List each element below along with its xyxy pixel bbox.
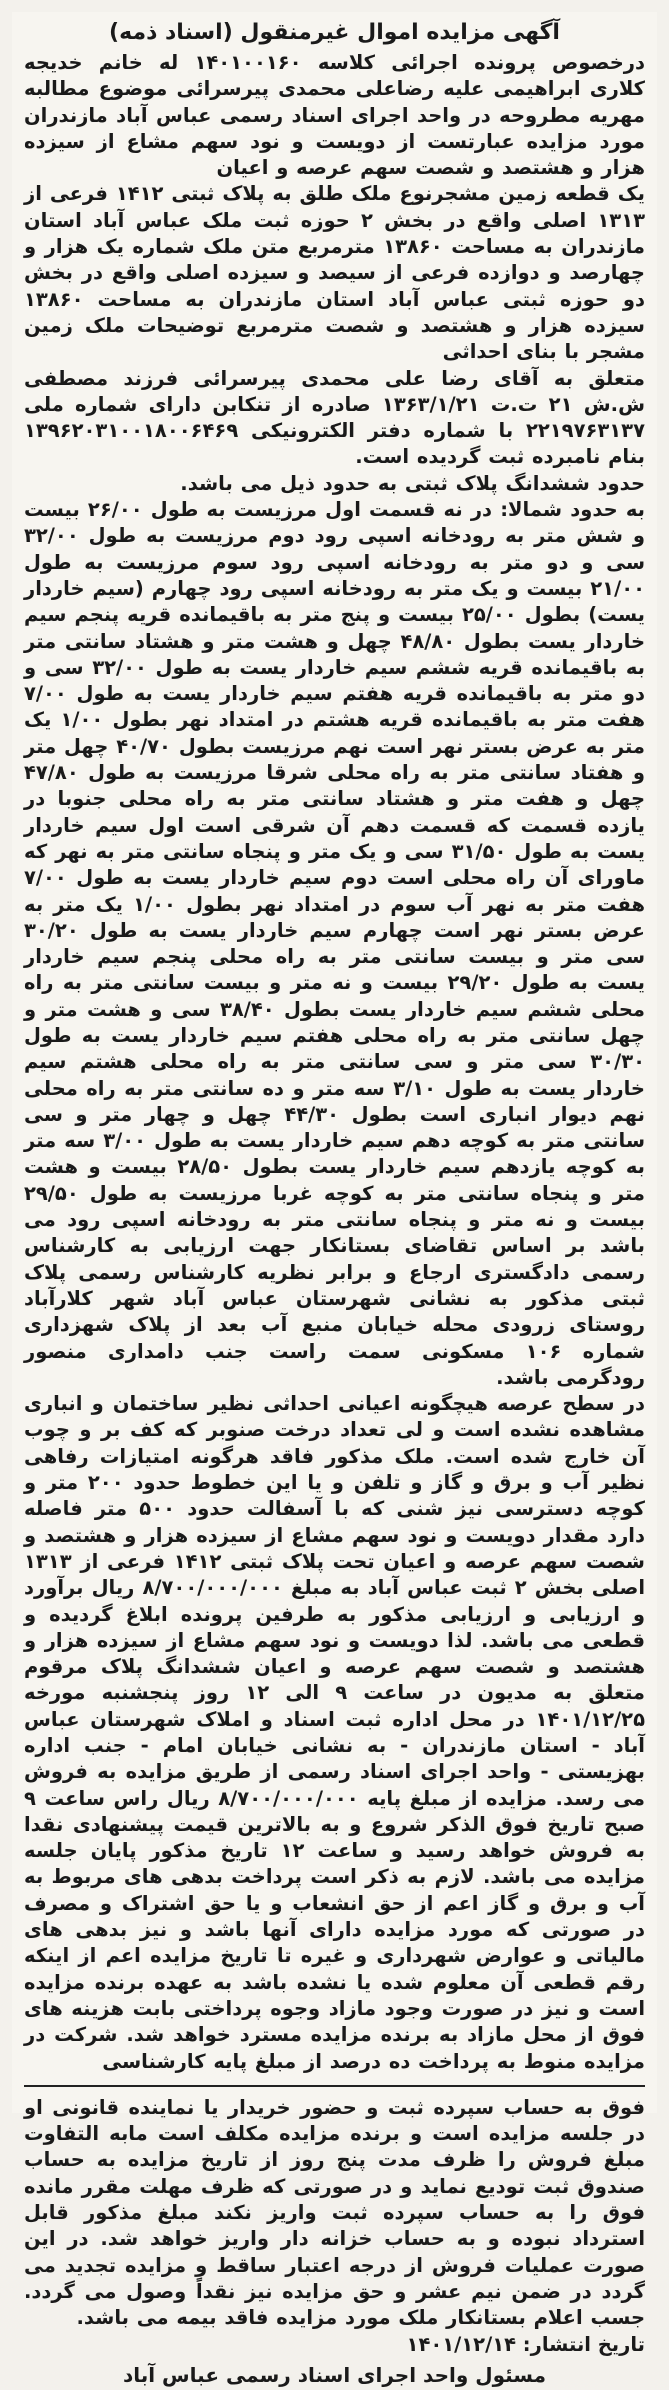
notice-intro: درخصوص پرونده اجرائی کلاسه ۱۴۰۱۰۰۱۶۰ له خانم خدیجه کلاری ابراهیمی علیه رضاعلی محمدی پیرسرائی موضوع مطالبه مهریه مطروحه در واحد اجرای اسناد رسمی عباس آباد مازندران مورد مزایده عبارتست از دویست و نود سهم مشاع از سیزده هزار و هشتصد و شصت سهم عرصه و اعیان (24, 51, 645, 180)
payment-terms: فوق به حساب سپرده ثبت و حضور خریدار یا نماینده قانونی او در جلسه مزایده است و برنده مزایده مکلف است مابه التفاوت مبلغ فروش را ظرف مدت پنج روز از تاریخ مزایده به حساب صندوق ثبت تودیع نماید و در صورتی که ظرف مهلت مقرر مانده فوق را به حساب سپرده ثبت واریز نکند مبلغ مذکور قابل استرداد نبوده و به حساب خزانه دار واریز خواهد شد. در این صورت عملیات فروش از درجه اعتبار ساقط و مزایده تجدید می گردد در ضمن نیم عشر و حق مزایده نیز نقداً وصول می گردد. جسب اعلام بستانکار ملک مورد مزایده فاقد بیمه می باشد. (24, 2095, 645, 2330)
owner-details: متعلق به آقای رضا علی محمدی پیرسرائی فرزند مصطفی ش.ش ۲۱ ت.ت ۱۳۶۳/۱/۲۱ صادره از تنکابن دارای شماره ملی ۲۲۱۹۷۶۳۱۳۷ با شماره دفتر الکترونیکی ۱۳۹۶۲۰۳۱۰۰۱۸۰۰۶۴۶۹ بنام نامبرده ثبت گردیده است. (24, 366, 645, 469)
newspaper-clipping (12, 12, 657, 2387)
property-description: یک قطعه زمین مشجرنوع ملک طلق به پلاک ثبتی ۱۴۱۲ فرعی از ۱۳۱۳ اصلی واقع در بخش ۲ حوزه ثبت ملک عباس آباد استان مازندران به مساحت ۱۳۸۶۰ مترمربع متن ملک شماره یک هزار و چهارصد و دوازده فرعی از سیصد و سیزده اصلی واقع در بخش دو حوزه ثبتی عباس آباد استان مازندران به مساحت ۱۳۸۶۰ سیزده هزار و هشتصد و شصت مترمربع توضیحات ملک زمین مشجر با بنای احداثی (24, 182, 645, 364)
signature-line: مسئول واحد اجرای اسناد رسمی عباس آباد (122, 2362, 547, 2387)
boundaries-heading: حدود ششدانگ پلاک ثبتی به حدود ذیل می باشد. (180, 471, 645, 495)
section-divider (24, 2085, 645, 2087)
publish-date: تاریخ انتشار: ۱۴۰۱/۱۲/۱۴ (406, 2332, 645, 2356)
notice-title: آگهی مزایده اموال غیرمنقول (اسناد ذمه) (109, 20, 560, 45)
auction-terms: در سطح عرصه هیچگونه اعیانی احداثی نظیر ساختمان و انباری مشاهده نشده است و لی تعداد درخت صنوبر که کف بر و چوب آن خارج شده است. ملک مذکور فاقد هرگونه امتیازات رفاهی نظیر آب و برق و گاز و تلفن و یا این خطوط حدود ۲۰۰ متر و کوچه دسترسی نیز شنی که با آسفالت حدود ۵۰۰ متر فاصله دارد مقدار دویست و نود سهم مشاع از سیزده هزار و هشتصد و شصت سهم عرصه و اعیان تحت پلاک ثبتی ۱۴۱۲ فرعی از ۱۳۱۳ اصلی بخش ۲ ثبت عباس آباد به مبلغ ۸/۷۰۰/۰۰۰/۰۰۰ ریال برآورد و ارزیابی و ارزیابی مذکور به طرفین پرونده ابلاغ گردیده و قطعی می باشد. لذا دویست و نود سهم مشاع از سیزده هزار و هشتصد و شصت سهم عرصه و اعیان ششدانگ پلاک مرقوم متعلق به مدیون در ساعت ۹ الی ۱۲ روز پنجشنبه مورخه ۱۴۰۱/۱۲/۲۵ در محل اداره ثبت اسناد و املاک شهرستان عباس آباد - استان مازندران - به نشانی خیابان امام - جنب اداره بهزیستی - واحد اجرای اسناد رسمی از طریق مزایده به فروش می رسد. مزایده از مبلغ پایه ۸/۷۰۰/۰۰۰/۰۰۰ ریال راس ساعت ۹ صبح تاریخ فوق الذکر شروع و به بالاترین قیمت پیشنهادی نقدا به فروش خواهد رسید و ساعت ۱۲ تاریخ مذکور پایان جلسه مزایده می باشد. لازم به ذکر است پرداخت بدهی های مربوط به آب و برق و گاز اعم از حق انشعاب و یا حق اشتراک و مصرف در صورتی که مورد مزایده دارای آنها باشد و نیز بدهی های مالیاتی و عوارض شهرداری و غیره تا تاریخ مزایده اعم از اینکه رقم قطعی آن معلوم شده یا نشده باشد به عهده برنده مزایده است و نیز در صورت وجود مازاد وجوه پرداختی بابت هزینه های فوق از محل مازاد به برنده مزایده مسترد خواهد شد. شرکت در مزایده منوط به پرداخت ده درصد از مبلغ پایه کارشناسی (24, 1392, 646, 2073)
boundaries-text: به حدود شمالا: در نه قسمت اول مرزیست به طول ۲۶/۰۰ بیست و شش متر به رودخانه اسپی رود دوم مرزیست به طول ۳۲/۰۰ سی و دو متر به رودخانه اسپی رود سوم مرزیست به طول ۲۱/۰۰ بیست و یک متر به رودخانه اسپی رود چهارم (سیم خاردار یست) بطول ۲۵/۰۰ بیست و پنج متر به باقیمانده قریه پنجم سیم خاردار یست بطول ۴۸/۸۰ چهل و هشت متر و هشتاد سانتی متر به باقیمانده قریه ششم سیم خاردار یست به طول ۳۲/۰۰ سی و دو متر به باقیمانده قریه هفتم سیم خاردار یست به طول ۷/۰۰ هفت متر به باقیمانده قریه هشتم در امتداد نهر بطول ۱/۰۰ یک متر به عرض بستر نهر است نهم مرزیست بطول ۴۰/۷۰ چهل متر و هفتاد سانتی متر به راه محلی شرقا مرزیست به طول ۴۷/۸۰ چهل و هفت متر و هشتاد سانتی متر به راه محلی جنوبا در یازده قسمت که قسمت دهم آن شرقی است اول سیم خاردار یست به طول ۳۱/۵۰ سی و یک متر و پنجاه سانتی متر به نهر که ماورای آن راه محلی است دوم سیم خاردار یست به طول ۷/۰۰ هفت متر به نهر آب سوم در امتداد نهر بطول ۱/۰۰ یک متر به عرض بستر نهر است چهارم سیم خاردار یست به طول ۳۰/۲۰ سی متر و بیست سانتی متر به راه محلی پنجم سیم خاردار یست به طول ۲۹/۲۰ بیست و نه متر و بیست سانتی متر به راه محلی ششم سیم خاردار یست بطول ۳۸/۴۰ سی و هشت متر و چهل سانتی متر به راه محلی هفتم سیم خاردار یست به طول ۳۰/۳۰ سی متر و سی سانتی متر به راه محلی هشتم سیم خاردار یست به طول ۳/۱۰ سه متر و ده سانتی متر به راه محلی نهم دیوار انباری است بطول ۴۴/۳۰ چهل و چهار متر و سی سانتی متر به کوچه دهم سیم خاردار یست به طول ۳/۰۰ سه متر به کوچه یازدهم سیم خاردار یست بطول ۲۸/۵۰ بیست و هشت متر و پنجاه سانتی متر به کوچه غربا مرزیست به طول ۲۹/۵۰ بیست و نه متر و پنجاه سانتی متر به رودخانه اسپی رود می باشد بر اساس تقاضای بستانکار جهت ارزیابی به کارشناس رسمی دادگستری ارجاع و برابر نظریه کارشناس رسمی پلاک ثبتی مذکور به نشانی شهرستان عباس آباد شهر کلارآباد روستای زرودی محله خیابان منبع آب بعد از پلاک شهزداری شماره ۱۰۶ مسکونی سمت راست جنب دامداری منصور رودگرمی باشد. (24, 498, 646, 1389)
